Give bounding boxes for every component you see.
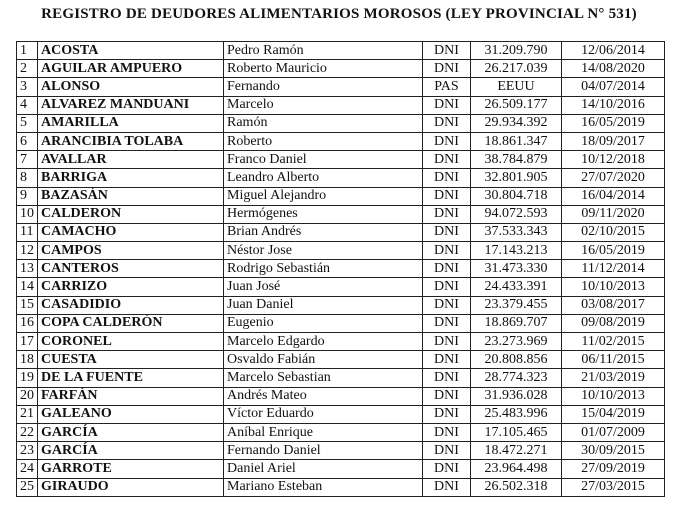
- table-row: [17, 132, 665, 150]
- row-number: 20: [17, 387, 38, 405]
- document-number-cell: 31.936.028: [471, 387, 562, 405]
- table-row: [17, 333, 665, 351]
- document-number-cell: 18.869.707: [471, 314, 562, 332]
- table-row: [17, 223, 665, 241]
- table-row: [17, 405, 665, 423]
- given-name-cell: Daniel Ariel: [224, 460, 423, 478]
- row-number: 19: [17, 369, 38, 387]
- given-name-cell: Andrés Mateo: [224, 387, 423, 405]
- surname-cell: GIRAUDO: [38, 478, 224, 496]
- table-row: [17, 278, 665, 296]
- surname-cell: COPA CALDERÓN: [38, 314, 224, 332]
- given-name-cell: Roberto Mauricio: [224, 60, 423, 78]
- surname-cell: CALDERON: [38, 205, 224, 223]
- given-name-cell: Juan Daniel: [224, 296, 423, 314]
- document-number-cell: 20.808.856: [471, 351, 562, 369]
- row-number: 15: [17, 296, 38, 314]
- row-number: 17: [17, 333, 38, 351]
- row-number: 3: [17, 78, 38, 96]
- document-number-cell: 25.483.996: [471, 405, 562, 423]
- date-cell: 10/10/2013: [562, 387, 665, 405]
- table-row: [17, 60, 665, 78]
- table-row: [17, 460, 665, 478]
- table-row: [17, 187, 665, 205]
- row-number: 8: [17, 169, 38, 187]
- document-type-cell: PAS: [423, 78, 471, 96]
- given-name-cell: Mariano Esteban: [224, 478, 423, 496]
- document-type-cell: DNI: [423, 114, 471, 132]
- document-type-cell: DNI: [423, 314, 471, 332]
- table-row: [17, 242, 665, 260]
- document-type-cell: DNI: [423, 333, 471, 351]
- date-cell: 03/08/2017: [562, 296, 665, 314]
- surname-cell: CORONEL: [38, 333, 224, 351]
- date-cell: 15/04/2019: [562, 405, 665, 423]
- row-number: 21: [17, 405, 38, 423]
- document-number-cell: 26.217.039: [471, 60, 562, 78]
- document-number-cell: 23.964.498: [471, 460, 562, 478]
- document-type-cell: DNI: [423, 369, 471, 387]
- row-number: 6: [17, 132, 38, 150]
- given-name-cell: Fernando Daniel: [224, 442, 423, 460]
- row-number: 5: [17, 114, 38, 132]
- document-number-cell: 26.509.177: [471, 96, 562, 114]
- document-number-cell: 31.209.790: [471, 42, 562, 60]
- surname-cell: CANTEROS: [38, 260, 224, 278]
- date-cell: 11/12/2014: [562, 260, 665, 278]
- row-number: 10: [17, 205, 38, 223]
- date-cell: 11/02/2015: [562, 333, 665, 351]
- document-number-cell: 38.784.879: [471, 151, 562, 169]
- document-number-cell: EEUU: [471, 78, 562, 96]
- document-number-cell: 26.502.318: [471, 478, 562, 496]
- row-number: 1: [17, 42, 38, 60]
- date-cell: 16/04/2014: [562, 187, 665, 205]
- table-row: [17, 151, 665, 169]
- given-name-cell: Marcelo Sebastian: [224, 369, 423, 387]
- date-cell: 30/09/2015: [562, 442, 665, 460]
- given-name-cell: Eugenio: [224, 314, 423, 332]
- given-name-cell: Néstor Jose: [224, 242, 423, 260]
- document-number-cell: 17.105.465: [471, 423, 562, 441]
- date-cell: 27/07/2020: [562, 169, 665, 187]
- document-number-cell: 30.804.718: [471, 187, 562, 205]
- document-number-cell: 94.072.593: [471, 205, 562, 223]
- surname-cell: GARROTE: [38, 460, 224, 478]
- table-row: [17, 351, 665, 369]
- document-type-cell: DNI: [423, 96, 471, 114]
- surname-cell: CAMPOS: [38, 242, 224, 260]
- document-type-cell: DNI: [423, 423, 471, 441]
- row-number: 4: [17, 96, 38, 114]
- given-name-cell: Franco Daniel: [224, 151, 423, 169]
- surname-cell: BARRIGA: [38, 169, 224, 187]
- given-name-cell: Roberto: [224, 132, 423, 150]
- table-row: [17, 96, 665, 114]
- table-row: [17, 296, 665, 314]
- given-name-cell: Leandro Alberto: [224, 169, 423, 187]
- document-type-cell: DNI: [423, 278, 471, 296]
- given-name-cell: Hermógenes: [224, 205, 423, 223]
- document-type-cell: DNI: [423, 460, 471, 478]
- date-cell: 12/06/2014: [562, 42, 665, 60]
- table-row: [17, 387, 665, 405]
- document-number-cell: 24.433.391: [471, 278, 562, 296]
- date-cell: 09/11/2020: [562, 205, 665, 223]
- surname-cell: ARANCIBIA TOLABA: [38, 132, 224, 150]
- row-number: 9: [17, 187, 38, 205]
- given-name-cell: Osvaldo Fabián: [224, 351, 423, 369]
- table-row: [17, 423, 665, 441]
- row-number: 2: [17, 60, 38, 78]
- document-type-cell: DNI: [423, 260, 471, 278]
- surname-cell: ALONSO: [38, 78, 224, 96]
- document-type-cell: DNI: [423, 60, 471, 78]
- surname-cell: AGUILAR AMPUERO: [38, 60, 224, 78]
- row-number: 7: [17, 151, 38, 169]
- document-type-cell: DNI: [423, 169, 471, 187]
- document-type-cell: DNI: [423, 387, 471, 405]
- row-number: 12: [17, 242, 38, 260]
- document-number-cell: 32.801.905: [471, 169, 562, 187]
- document-type-cell: DNI: [423, 42, 471, 60]
- document-type-cell: DNI: [423, 151, 471, 169]
- document-title: REGISTRO DE DEUDORES ALIMENTARIOS MOROSOS (LEY PROVINCIAL N° 531): [41, 6, 637, 22]
- table-row: [17, 169, 665, 187]
- surname-cell: GARCÍA: [38, 442, 224, 460]
- given-name-cell: Víctor Eduardo: [224, 405, 423, 423]
- surname-cell: CARRIZO: [38, 278, 224, 296]
- given-name-cell: Aníbal Enrique: [224, 423, 423, 441]
- given-name-cell: Rodrigo Sebastián: [224, 260, 423, 278]
- row-number: 14: [17, 278, 38, 296]
- surname-cell: GARCÍA: [38, 423, 224, 441]
- document-type-cell: DNI: [423, 242, 471, 260]
- date-cell: 27/03/2015: [562, 478, 665, 496]
- row-number: 11: [17, 223, 38, 241]
- document-number-cell: 31.473.330: [471, 260, 562, 278]
- date-cell: 02/10/2015: [562, 223, 665, 241]
- surname-cell: GALEANO: [38, 405, 224, 423]
- given-name-cell: Pedro Ramón: [224, 42, 423, 60]
- document-number-cell: 29.934.392: [471, 114, 562, 132]
- date-cell: 10/10/2013: [562, 278, 665, 296]
- date-cell: 09/08/2019: [562, 314, 665, 332]
- table-row: [17, 78, 665, 96]
- document-type-cell: DNI: [423, 223, 471, 241]
- document-number-cell: 28.774.323: [471, 369, 562, 387]
- row-number: 23: [17, 442, 38, 460]
- document-number-cell: 18.472.271: [471, 442, 562, 460]
- date-cell: 06/11/2015: [562, 351, 665, 369]
- given-name-cell: Brian Andrés: [224, 223, 423, 241]
- date-cell: 16/05/2019: [562, 242, 665, 260]
- document-type-cell: DNI: [423, 351, 471, 369]
- document-type-cell: DNI: [423, 478, 471, 496]
- document-type-cell: DNI: [423, 296, 471, 314]
- given-name-cell: Marcelo: [224, 96, 423, 114]
- table-row: [17, 314, 665, 332]
- surname-cell: CASADIDIO: [38, 296, 224, 314]
- surname-cell: CAMACHO: [38, 223, 224, 241]
- surname-cell: AVALLAR: [38, 151, 224, 169]
- date-cell: 21/03/2019: [562, 369, 665, 387]
- surname-cell: ACOSTA: [38, 42, 224, 60]
- row-number: 18: [17, 351, 38, 369]
- given-name-cell: Fernando: [224, 78, 423, 96]
- date-cell: 04/07/2014: [562, 78, 665, 96]
- row-number: 13: [17, 260, 38, 278]
- table-row: [17, 205, 665, 223]
- date-cell: 14/10/2016: [562, 96, 665, 114]
- document-number-cell: 23.379.455: [471, 296, 562, 314]
- document-number-cell: 18.861.347: [471, 132, 562, 150]
- given-name-cell: Juan José: [224, 278, 423, 296]
- table-row: [17, 42, 665, 60]
- debtors-table-body: [17, 42, 665, 497]
- document-type-cell: DNI: [423, 187, 471, 205]
- surname-cell: ALVAREZ MANDUANI: [38, 96, 224, 114]
- surname-cell: FARFÁN: [38, 387, 224, 405]
- surname-cell: AMARILLA: [38, 114, 224, 132]
- document-type-cell: DNI: [423, 132, 471, 150]
- row-number: 22: [17, 423, 38, 441]
- row-number: 25: [17, 478, 38, 496]
- date-cell: 10/12/2018: [562, 151, 665, 169]
- surname-cell: BAZASÁN: [38, 187, 224, 205]
- date-cell: 16/05/2019: [562, 114, 665, 132]
- given-name-cell: Miguel Alejandro: [224, 187, 423, 205]
- table-row: [17, 260, 665, 278]
- date-cell: 01/07/2009: [562, 423, 665, 441]
- row-number: 24: [17, 460, 38, 478]
- table-row: [17, 369, 665, 387]
- date-cell: 14/08/2020: [562, 60, 665, 78]
- document-type-cell: DNI: [423, 405, 471, 423]
- row-number: 16: [17, 314, 38, 332]
- surname-cell: DE LA FUENTE: [38, 369, 224, 387]
- debtors-table: [16, 41, 665, 497]
- given-name-cell: Ramón: [224, 114, 423, 132]
- table-row: [17, 478, 665, 496]
- surname-cell: CUESTA: [38, 351, 224, 369]
- document-number-cell: 23.273.969: [471, 333, 562, 351]
- document-type-cell: DNI: [423, 205, 471, 223]
- given-name-cell: Marcelo Edgardo: [224, 333, 423, 351]
- document-number-cell: 17.143.213: [471, 242, 562, 260]
- document-type-cell: DNI: [423, 442, 471, 460]
- table-row: [17, 114, 665, 132]
- date-cell: 27/09/2019: [562, 460, 665, 478]
- table-row: [17, 442, 665, 460]
- document-number-cell: 37.533.343: [471, 223, 562, 241]
- date-cell: 18/09/2017: [562, 132, 665, 150]
